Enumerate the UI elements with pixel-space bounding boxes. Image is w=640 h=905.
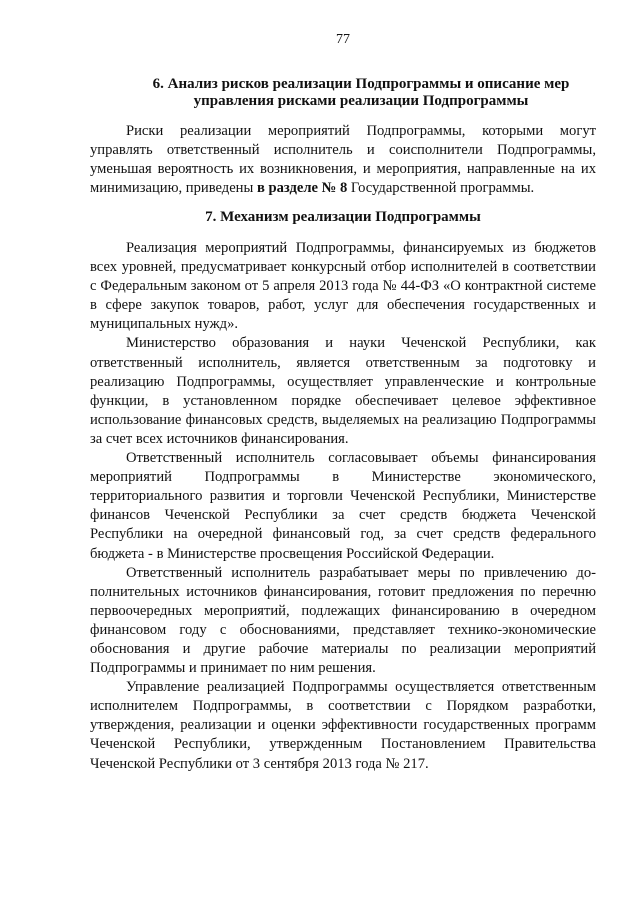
page-number: 77 xyxy=(336,32,350,47)
section-6-text-start: Риски реализации мероприятий Подпрограммы, которыми могут управлять ответственный исполнитель и соисполнители Подпрограммы, уменьшая вероятность их возникновения, и мероприятия, направленные на их минимизацию, приведены xyxy=(90,123,596,197)
section-7-paragraph-1: Реализация мероприятий Подпрограммы, финансируемых из бюджетов всех уровней, предусматривает конкурсный отбор исполнителей в соответствии с Федеральным законом от 5 апреля 2013 года № 44-ФЗ «О контрактной системе в сфере закупок товаров, работ, услуг для обеспечения государственных и муниципальных нужд». xyxy=(90,240,596,333)
section-6-body xyxy=(90,122,596,198)
section-6-text-end: Государственной программы. xyxy=(347,180,535,197)
section-7-body xyxy=(90,239,596,774)
section-7-paragraph-5: Управление реализацией Подпрограммы осуществляется ответственным исполнителем Подпрограммы, в соответствии с Порядком разработки, утверждения, реализации и оценки эффективности государственных программ Чеченской Республики, утвержденным Постановлением Правительства Чеченской Республики от 3 сентября 2013 года № 217. xyxy=(90,679,596,772)
section-7-title: 7. Механизм реализации Подпрограммы xyxy=(205,209,481,225)
section-6-title: 6. Анализ рисков реализации Подпрограммы и описание мер управления рисками реализации Подпрограммы xyxy=(152,76,570,109)
section-7-paragraph-4: Ответственный исполнитель разрабатывает меры по привлечению до-полнительных источников финансирования, готовит предложения по перечню первоочередных мероприятий, подлежащих финансированию в очередном финансовом году с обоснованиями, представляет технико-экономические обоснования и другие рабочие материалы по реализации мероприятий Подпрограммы и принимает по ним решения. xyxy=(90,564,596,677)
section-6-paragraph xyxy=(90,122,596,198)
section-7-paragraph-2: Министерство образования и науки Чеченской Республики, как ответственный исполнитель, является ответственным за подготовку и реализацию Подпрограммы, осуществляет управленческие и контрольные функции, в установленном порядке обеспечивает целевое эффективное использование финансовых средств, выделяемых на реализацию Подпрограммы за счет всех источников финансирования. xyxy=(90,335,596,447)
section-7-paragraph-3: Ответственный исполнитель согласовывает объемы финансирования мероприятий Подпрограммы в Министерстве экономического, территориального развития и торговли Чеченской Республики, Министерстве финансов Чеченской Республики за счет средств бюджета Чеченской Республики на очередной финансовый год, за счет средств федерального бюджета - в Министерстве просвещения Российской Федерации. xyxy=(90,450,596,562)
section-6-bold-reference: в разделе № 8 xyxy=(256,180,348,197)
